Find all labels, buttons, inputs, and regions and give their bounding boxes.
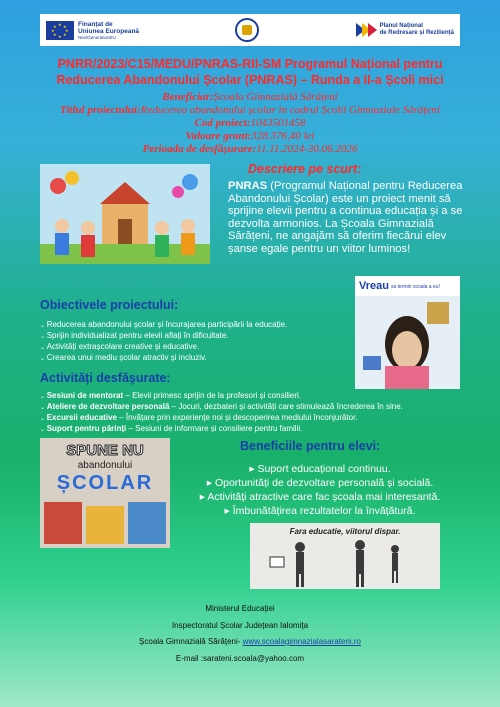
- list-item: ⌄ Activități extrașcolare creative și educative.: [40, 342, 350, 353]
- footer-school: [120, 637, 380, 646]
- eu-flag-icon: ★ ★ ★ ★ ★ ★ ★ ★: [46, 21, 74, 40]
- list-item: ▸ Oportunități de dezvoltare personală și socială.: [206, 477, 434, 489]
- title-line-2: Reducerea Abandonului Școlar (PNRAS) – Runda a II-a Școli mici: [56, 73, 444, 87]
- list-item: [40, 424, 480, 435]
- pnrr-text-2: de Redresare și Reziliență: [379, 30, 454, 36]
- eu-logo: [46, 21, 139, 40]
- spune-line-1: SPUNE NU: [66, 442, 144, 459]
- description-bold: PNRAS: [228, 180, 268, 192]
- benefits-heading: Beneficiile pentru elevi:: [240, 439, 381, 453]
- footer-inspectorate: Inspectoratul Școlar Județean Ialomița: [171, 621, 309, 630]
- spune-line-2: abandonului: [77, 460, 133, 471]
- vreau-photo: [355, 276, 460, 389]
- activity-text: – Învățare prin experiențe noi și descoperirea mediului înconjurător.: [116, 413, 358, 422]
- footer-ministry: Ministerul Educației: [205, 604, 275, 613]
- title-line-1: PNRR/2023/C15/MEDU/PNRAS-RII-SM Programul Național pentru: [57, 57, 443, 71]
- eu-text-2: Uniunea Europeană: [78, 27, 140, 35]
- description-body: (Programul Național pentru Reducerea Abandonului Școlar) este un proiect menit să sprijine elevii pentru a continua educația și a se dezvolta armonios. La Școala Gimnazială Sărățeni, ne angajăm să oferim fiecărui elev șanse egale pentru un viitor luminos!: [228, 180, 463, 255]
- pnrr-logo: [356, 23, 454, 37]
- objectives-list: [40, 320, 350, 364]
- activity-title: Ateliere de dezvoltare personală: [46, 402, 170, 411]
- footer-email: E-mail :sarateni.scoala@yahoo.com: [175, 654, 305, 663]
- vreau-text: Vreau: [359, 280, 389, 292]
- description-heading: Descriere pe scurt:: [248, 162, 362, 176]
- beneficiar-value: Școala Gimnazială Sărățeni: [213, 91, 338, 103]
- list-item: ▸ Suport educațional continuu.: [249, 463, 391, 475]
- eu-text-1: Finanțat de: [78, 20, 113, 28]
- valoare-label: Valoare grant:: [185, 130, 252, 142]
- activity-text: – Jocuri, dezbateri și activități care stimulează încrederea în sine.: [169, 402, 403, 411]
- activities-list: [40, 391, 480, 435]
- perioada-value: 11.11.2024-30.06.2026: [256, 143, 358, 155]
- activity-title: Suport pentru părinți: [46, 424, 127, 433]
- project-title: [40, 56, 460, 88]
- government-seal-icon: [235, 18, 259, 42]
- vreau-subtext: sa termin scoala a eu!: [391, 284, 440, 290]
- titlu-value: Reducerea abandonului școlar în cadrul Școlii Gimnaziale Sărățeni: [140, 104, 440, 116]
- list-item: ⌄ Crearea unui mediu școlar atractiv și incluziv.: [40, 353, 350, 364]
- cod-label: Cod proiect:: [194, 117, 251, 129]
- valoare-value: 328.376,40 lei: [251, 130, 315, 142]
- cod-line: [30, 117, 470, 129]
- list-item: ▸ Îmbunătățirea rezultatelor la învățătură.: [224, 505, 416, 517]
- titlu-line: [30, 104, 470, 116]
- list-item: [40, 413, 480, 424]
- logo-bar: [40, 14, 460, 46]
- description-text: [228, 180, 468, 256]
- pnrr-text-1: Planul Național: [379, 23, 423, 29]
- shadow-text: Fara educatie, viitorul dispar.: [289, 527, 401, 536]
- activities-heading: Activități desfășurate:: [40, 371, 171, 385]
- list-item: ⌄ Reducerea abandonului școlar și încurajarea participării la educație.: [40, 320, 350, 331]
- list-item: ▸ Activități atractive care fac școala mai interesantă.: [199, 491, 441, 503]
- activity-text: – Sesiuni de informare și consiliere pentru familii.: [126, 424, 303, 433]
- benefit-text: Suport educațional continuu.: [257, 463, 391, 475]
- benefits-list: [180, 462, 460, 518]
- valoare-line: [30, 130, 470, 142]
- spune-line-3: ȘCOLAR: [56, 472, 154, 494]
- beneficiar-line: [30, 91, 470, 103]
- list-item: [40, 391, 480, 402]
- pnrr-mark-icon: [356, 23, 376, 37]
- cod-value: 1043501458: [250, 117, 306, 129]
- school-website-link[interactable]: www.scoalagimnazialasarateni.ro: [242, 637, 361, 646]
- perioada-line: [30, 143, 470, 155]
- titlu-label: Titlul proiectului:: [60, 104, 141, 116]
- school-kids-illustration: [40, 164, 210, 264]
- beneficiar-label: Beneficiar:: [162, 91, 214, 103]
- footer-school-name: Școala Gimnazială Sărățeni-: [139, 637, 243, 646]
- list-item: ⌄ Sprijin individualizat pentru elevii aflați în dificultate.: [40, 331, 350, 342]
- benefit-text: Activități atractive care fac școala mai interesantă.: [207, 491, 441, 503]
- benefit-text: Oportunități de dezvoltare personală și socială.: [214, 477, 434, 489]
- activity-text: – Elevii primesc sprijin de la profesori și consilieri.: [123, 391, 302, 400]
- eu-text-3: NextGenerationEU: [78, 34, 116, 40]
- benefit-text: Îmbunătățirea rezultatelor la învățătură.: [232, 505, 416, 517]
- objectives-heading: Obiectivele proiectului:: [40, 298, 179, 312]
- list-item: [40, 402, 480, 413]
- spune-nu-image: [40, 438, 170, 548]
- shadow-graffiti-image: [250, 523, 440, 589]
- activity-title: Sesiuni de mentorat: [46, 391, 124, 400]
- perioada-label: Perioada de desfășurare:: [142, 143, 257, 155]
- activity-title: Excursii educative: [46, 413, 117, 422]
